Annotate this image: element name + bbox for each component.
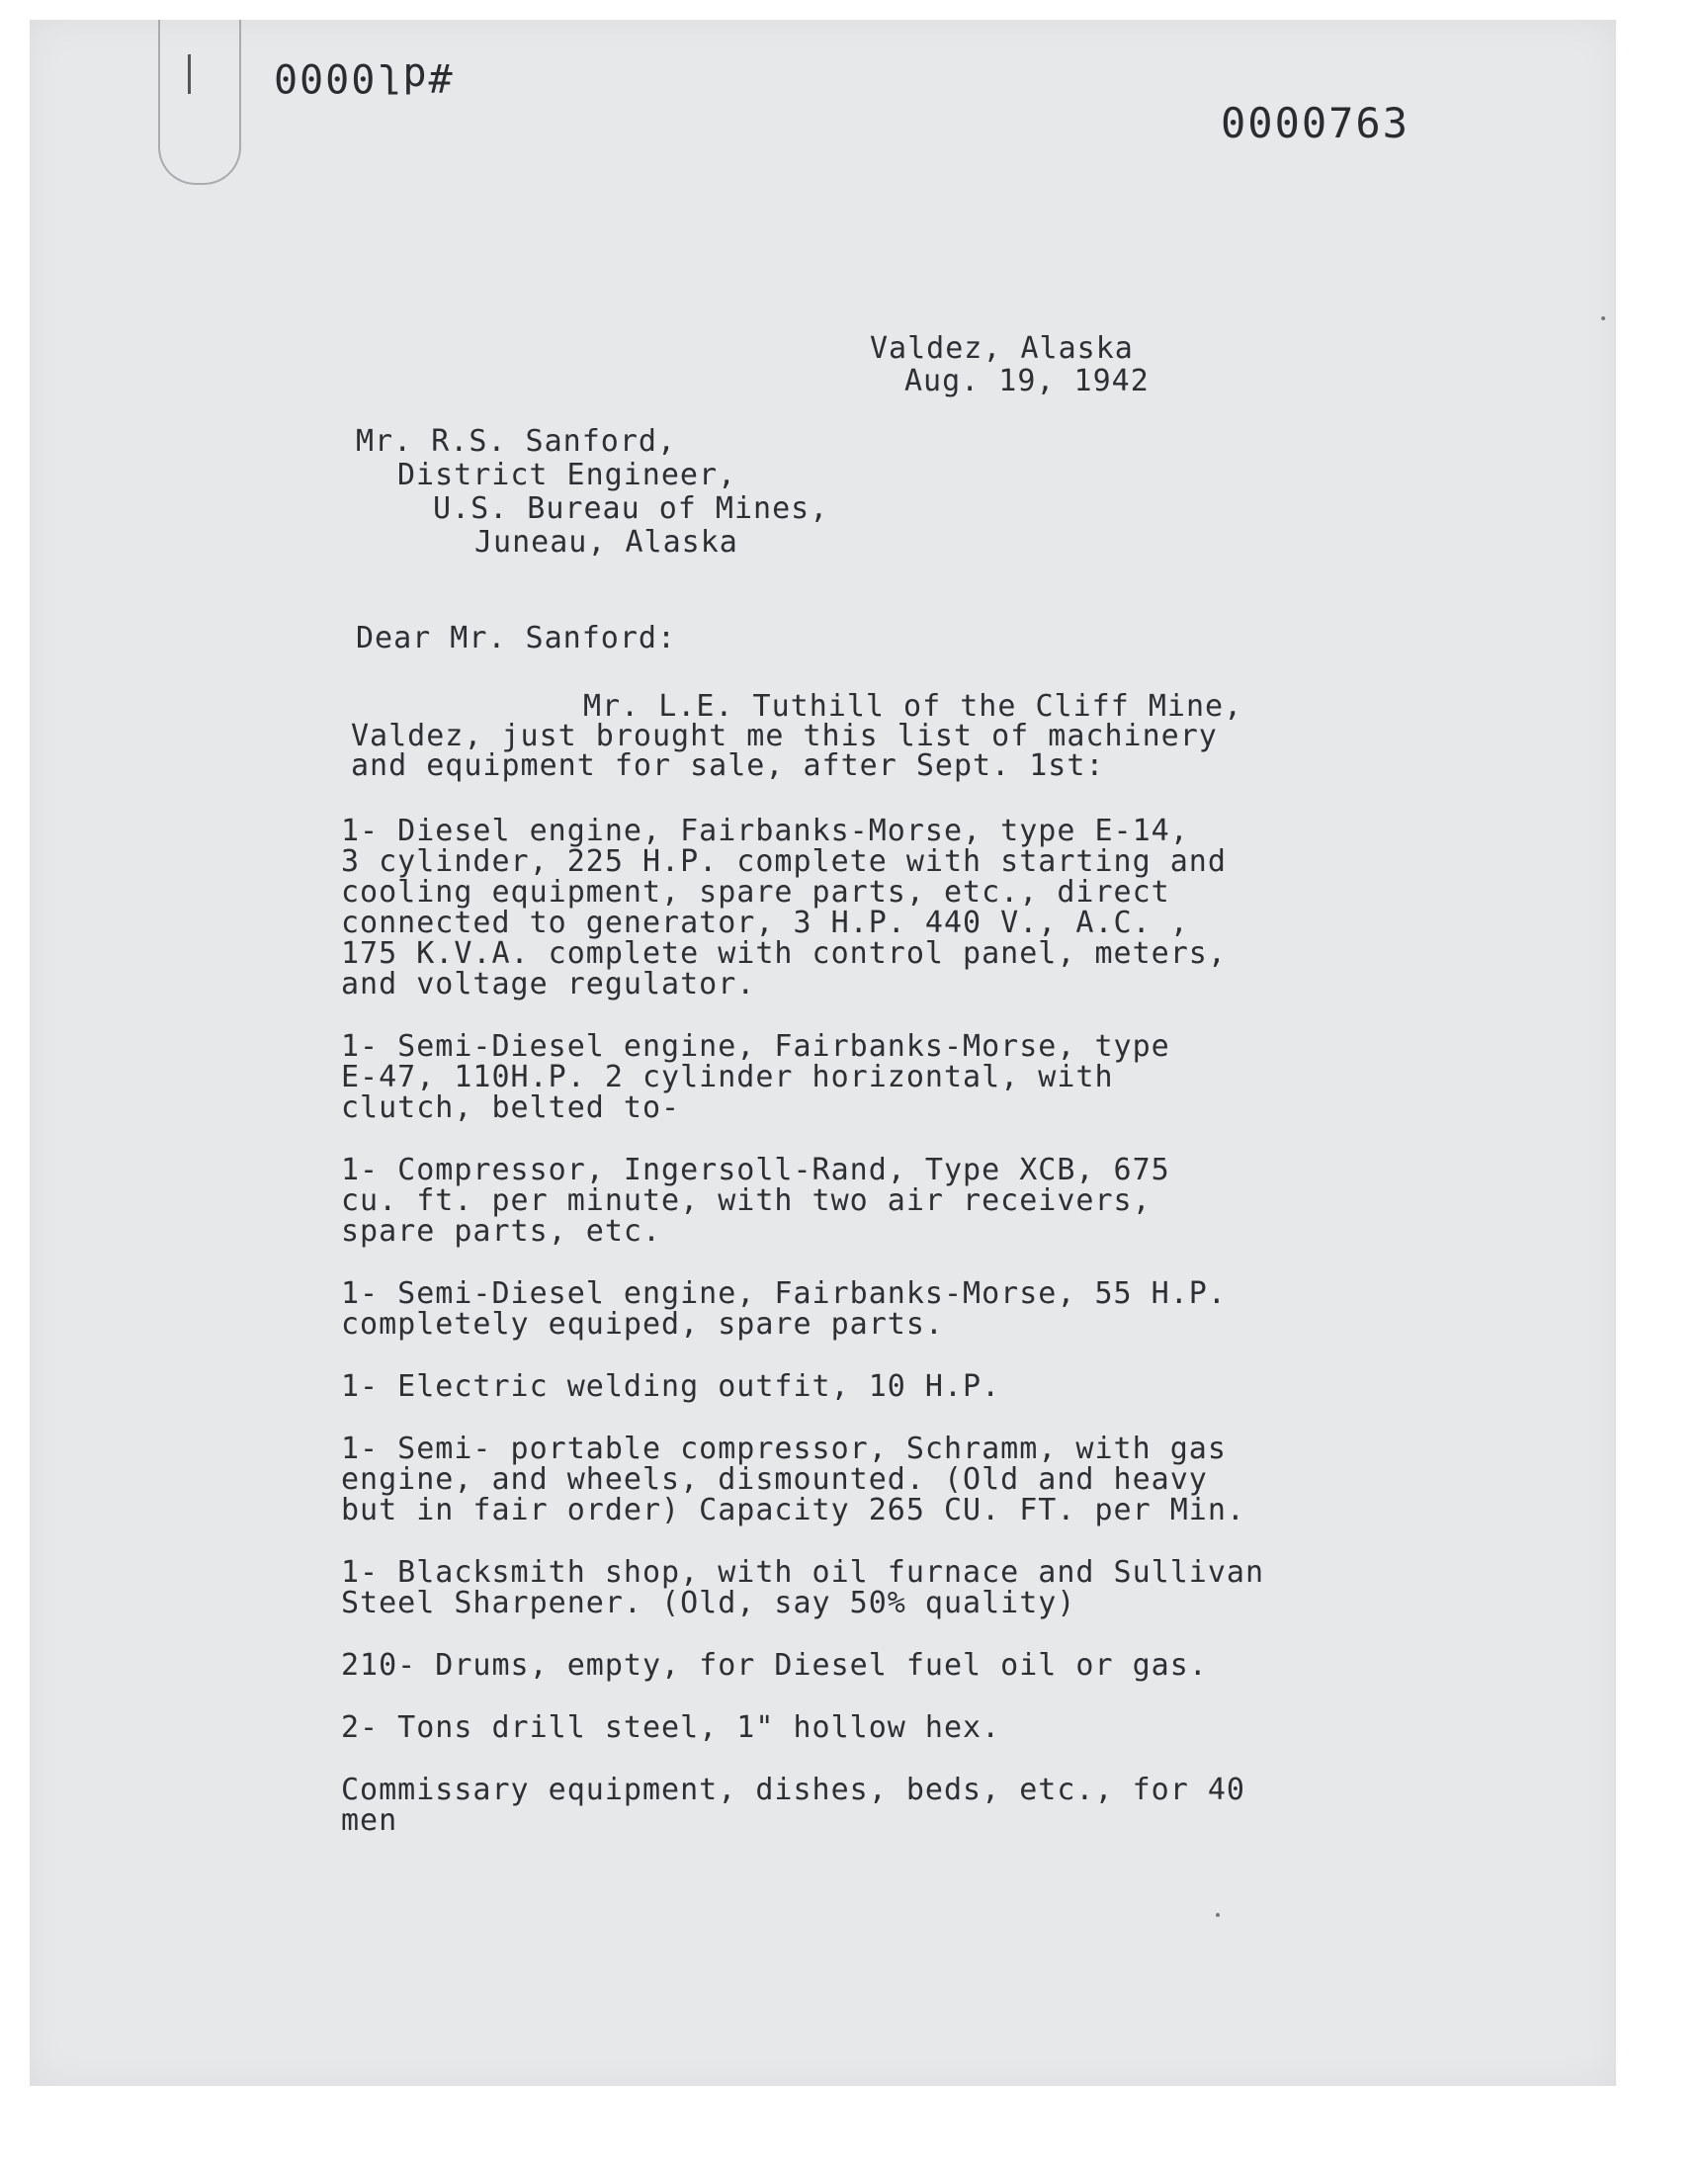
paper-speck	[1601, 316, 1605, 320]
letter-date: Aug. 19, 1942	[904, 364, 1150, 398]
list-item	[341, 1031, 1329, 1123]
item-line: 1- Semi-Diesel engine, Fairbanks-Morse, type	[341, 1029, 1170, 1064]
address-line: U.S. Bureau of Mines,	[433, 491, 829, 526]
intro-line: and equipment for sale, after Sept. 1st:	[351, 748, 1105, 783]
salutation: Dear Mr. Sanford:	[356, 621, 677, 655]
item-line: completely equiped, spare parts.	[341, 1307, 944, 1342]
list-item	[341, 1557, 1329, 1618]
list-item	[341, 1278, 1329, 1340]
item-line: 1- Blacksmith shop, with oil furnace and Sullivan	[341, 1555, 1265, 1590]
list-item	[341, 1371, 1329, 1402]
item-line: cooling equipment, spare parts, etc., direct	[341, 875, 1170, 910]
address-line: District Engineer,	[397, 458, 737, 492]
item-line: Steel Sharpener. (Old, say 50% quality)	[341, 1586, 1076, 1620]
equipment-list	[341, 816, 1329, 1868]
list-item	[341, 816, 1329, 1000]
item-line: E-47, 110H.P. 2 cylinder horizontal, with	[341, 1060, 1114, 1094]
list-item	[341, 1434, 1329, 1525]
item-line: 1- Semi-Diesel engine, Fairbanks-Morse, 55 H.P.	[341, 1276, 1227, 1311]
address-line: Mr. R.S. Sanford,	[356, 424, 677, 459]
item-line: 175 K.V.A. complete with control panel, meters,	[341, 936, 1227, 971]
list-item	[341, 1775, 1329, 1836]
item-line: 210- Drums, empty, for Diesel fuel oil or gas.	[341, 1648, 1208, 1683]
item-line: connected to generator, 3 H.P. 440 V., A.C. ,	[341, 906, 1189, 940]
paper-speck	[1216, 1913, 1220, 1917]
stamp-top-left: #dl0000	[272, 54, 453, 100]
list-item	[341, 1155, 1329, 1247]
item-line: 1- Electric welding outfit, 10 H.P.	[341, 1369, 1001, 1404]
ink-mark	[188, 54, 191, 94]
item-line: but in fair order) Capacity 265 CU. FT. per Min.	[341, 1493, 1245, 1527]
item-line: 1- Compressor, Ingersoll-Rand, Type XCB, 675	[341, 1153, 1170, 1187]
item-line: men	[341, 1803, 398, 1838]
recipient-address	[356, 425, 828, 560]
item-line: engine, and wheels, dismounted. (Old and heavy	[341, 1462, 1208, 1497]
item-line: Commissary equipment, dishes, beds, etc., for 40	[341, 1773, 1245, 1807]
item-line: 3 cylinder, 225 H.P. complete with starting and	[341, 844, 1227, 879]
item-line: 2- Tons drill steel, 1" hollow hex.	[341, 1710, 1001, 1745]
paper-clip-mark	[158, 20, 241, 185]
list-item	[341, 1712, 1329, 1743]
intro-paragraph	[351, 689, 1320, 783]
item-line: spare parts, etc.	[341, 1214, 662, 1249]
intro-line: Valdez, just brought me this list of machinery	[351, 719, 1218, 753]
item-line: clutch, belted to-	[341, 1090, 681, 1125]
item-line: and voltage regulator.	[341, 967, 756, 1001]
list-item	[341, 1650, 1329, 1681]
address-line: Juneau, Alaska	[474, 525, 738, 560]
item-line: 1- Diesel engine, Fairbanks-Morse, type E-14,	[341, 814, 1189, 848]
item-line: 1- Semi- portable compressor, Schramm, with gas	[341, 1432, 1227, 1466]
item-line: cu. ft. per minute, with two air receivers,	[341, 1183, 1152, 1218]
letter-place: Valdez, Alaska	[870, 331, 1134, 366]
stamp-top-right: 0000763	[1221, 99, 1410, 147]
intro-line: Mr. L.E. Tuthill of the Cliff Mine,	[583, 689, 1243, 724]
